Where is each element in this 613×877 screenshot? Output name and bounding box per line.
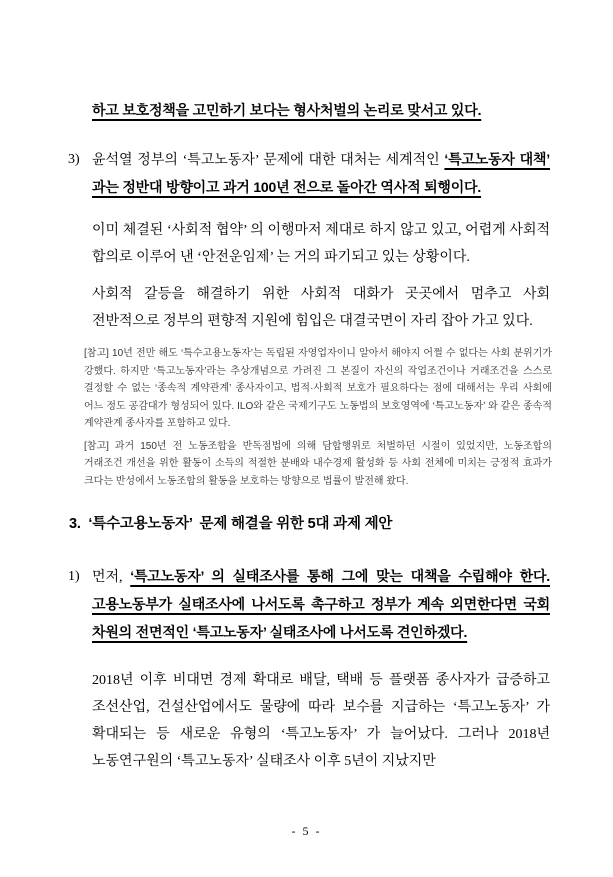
paragraph-social-dialogue: 사회적 갈등을 해결하기 위한 사회적 대화가 곳곳에서 멈추고 사회 전반적으로 정부의 편향적 지원에 힘입은 대결국면이 자리 잡아 가고 있다. [92, 287, 550, 329]
item-3-marker: 3) [68, 152, 80, 167]
continuation-paragraph: 하고 보호정책을 고민하기 보다는 형사처벌의 논리로 맞서고 있다. [92, 102, 482, 118]
section-3-heading: 3. ‘특수고용노동자’ 문제 해결을 위한 5대 과제 제안 [69, 516, 393, 532]
numbered-item-3 [68, 146, 550, 202]
item-3-lead: 윤석열 정부의 ‘특고노동자’ 문제에 대한 대처는 세계적인 [92, 153, 445, 168]
item-3-text [92, 146, 550, 202]
paragraph-social-pact: 이미 체결된 ‘사회적 협약’ 의 이행마저 제대로 하지 않고 있고, 어렵게 사회적 합의로 이루어 낸 ‘안전운임제’ 는 거의 파기되고 있는 상황이다. [92, 223, 550, 265]
item-3-emphasis: ‘특고노동자 대책’ 과는 정반대 방향이고 과거 100년 전으로 돌아간 역사적 퇴행이다. [92, 151, 550, 195]
page-number: - 5 - [291, 824, 322, 838]
item-1-marker: 1) [68, 569, 80, 584]
item-1-emphasis: ‘특고노동자’ 의 실태조사를 통해 그에 맞는 대책을 수립해야 한다. 고용노동부가 실태조사에 나서도록 촉구하고 정부가 계속 외면한다면 국회 차원의 전면적인 ‘특고노동자’ 실태조사에 나서도록 견인하겠다. [92, 568, 550, 640]
numbered-item-1 [68, 563, 550, 647]
paragraph-platform-workers: 2018년 이후 비대면 경제 확대로 배달, 택배 등 플랫폼 종사자가 급증하고 조선산업, 건설산업에서도 물량에 따라 보수를 지급하는 ‘특고노동자’ 가 확대되는 등 새로운 유형의 ‘특고노동자’ 가 늘어났다. 그러나 2018년 노동연구원의 ‘특고노동자’ 실태조사 이후 5년이 지났지만 [92, 673, 550, 769]
item-1-lead: 먼저, [92, 570, 131, 585]
reference-note-1: [참고] 10년 전만 해도 ‘특수고용노동자’는 독립된 자영업자이니 알아서 해야지 어쩔 수 없다는 사회 분위기가 강했다. 하지만 ‘특고노동자’라는 추상개념으로 가려진 그 본질이 자신의 작업조건이나 거래조건을 스스로 결정할 수 없는 ‘종속적 계약관계’ 종사자이고, 법적·사회적 보호가 필요하다는 점에 대해서는 우리 사회에 어느 정도 공감대가 형성되어 있다. ILO와 같은 국제기구도 노동법의 보호영역에 ‘특고노동자’ 와 같은 종속적 계약관계 종사자를 포함하고 있다. [84, 348, 552, 429]
item-1-text [92, 563, 550, 647]
reference-note-2: [참고] 과거 150년 전 노동조합을 반독점법에 의해 담합행위로 처벌하던 시절이 있었지만, 노동조합의 거래조건 개선을 위한 활동이 소득의 적절한 분배와 내수경제 활성화 등 사회 전체에 미치는 긍정적 효과가 크다는 반성에서 노동조합의 활동을 보호하는 방향으로 법률이 발전해 왔다. [84, 440, 552, 487]
